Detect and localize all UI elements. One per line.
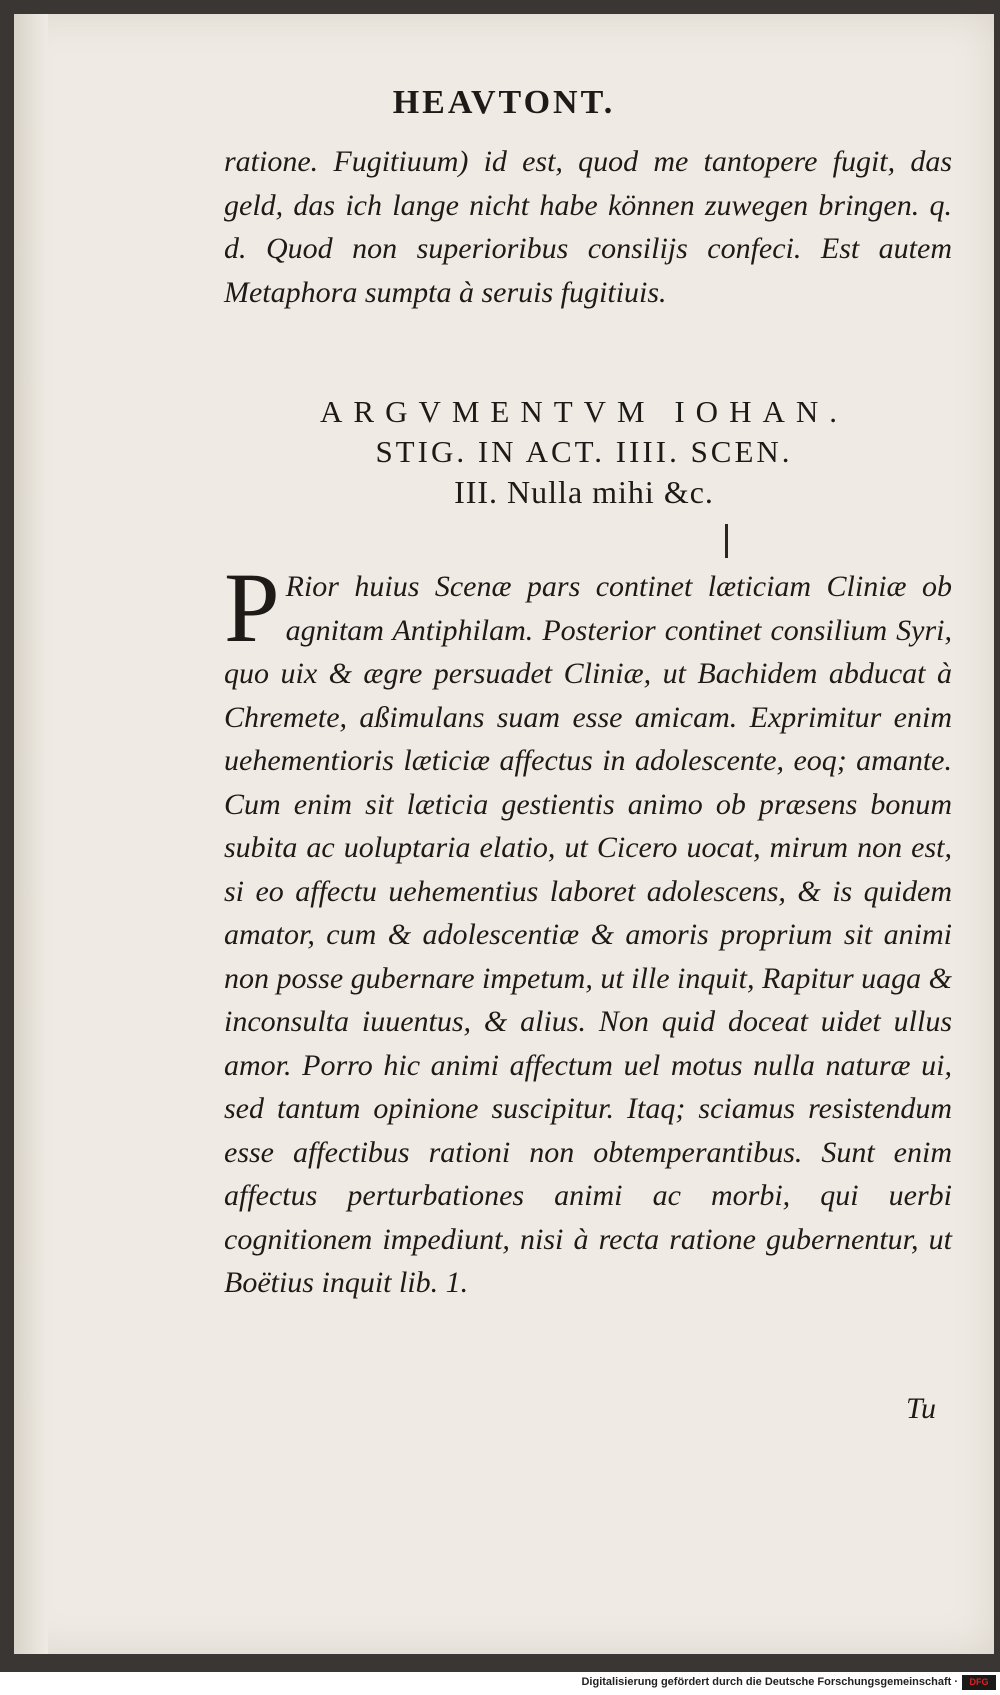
- argument-text: Rior huius Scenæ pars continet læticiam Cliniæ ob agnitam Antiphilam. Posterior continet consilium Syri, quo uix & ægre persuadet Cliniæ, ut Bachidem abducat à Chremete, aßimulans suam esse amicam. Exprimitur enim uehementioris læticiæ affectus in adolescente, eoq; amante. Cum enim sit læticia gestientis animo ob præsens bonum subita ac uoluptaria elatio, ut Cicero uocat, mirum non est, si eo affectu uehementius laboret adolescens, & is quidem amator, cum & adolescentiæ & amoris proprium sit animi non posse gubernare impetum, ut ille inquit, Rapitur uaga & inconsulta iuuentus, & alius. Non quid doceat uidet ullus amor. Porro hic animi affectum uel motus nulla naturæ ui, sed tantum opinione suscipitur. Itaq; sciamus resistendum esse affectibus rationi non obtemperantibus. Sunt enim affectus perturbationes animi ac morbi, qui uerbi cognitionem impediunt, nisi à recta ratione gubernentur, ut Boëtius inquit lib. 1.: [224, 570, 953, 1299]
- page-gutter: [14, 14, 48, 1654]
- catchword: Tu: [905, 1392, 936, 1425]
- continuation-paragraph: ratione. Fugitiuum) id est, quod me tantopere fugit, das geld, das ich lange nicht habe können zuwegen bringen. q. d. Quod non superioribus consilijs confeci. Est autem Metaphora sumpta à seruis fugitiuis.: [224, 145, 952, 309]
- dfg-logo-text: DFG: [969, 1677, 989, 1687]
- heading-line-2: STIG. IN ACT. IIII. SCEN.: [375, 434, 793, 469]
- book-page: [14, 14, 994, 1654]
- drop-cap-initial: P: [224, 552, 280, 663]
- ornament-mark: [725, 524, 728, 558]
- argument-paragraph: [224, 552, 953, 1305]
- heading-line-1: ARGVMENTVM IOHAN.: [320, 394, 848, 429]
- footer-bar: [0, 1672, 1000, 1695]
- digitization-credit: Digitalisierung gefördert durch die Deutsche Forschungsgemeinschaft ·: [581, 1676, 958, 1688]
- section-heading: [244, 392, 924, 512]
- running-head: HEAVTONT.: [392, 84, 616, 121]
- dfg-logo: [962, 1675, 996, 1690]
- heading-line-3: III. Nulla mihi &c.: [454, 474, 714, 510]
